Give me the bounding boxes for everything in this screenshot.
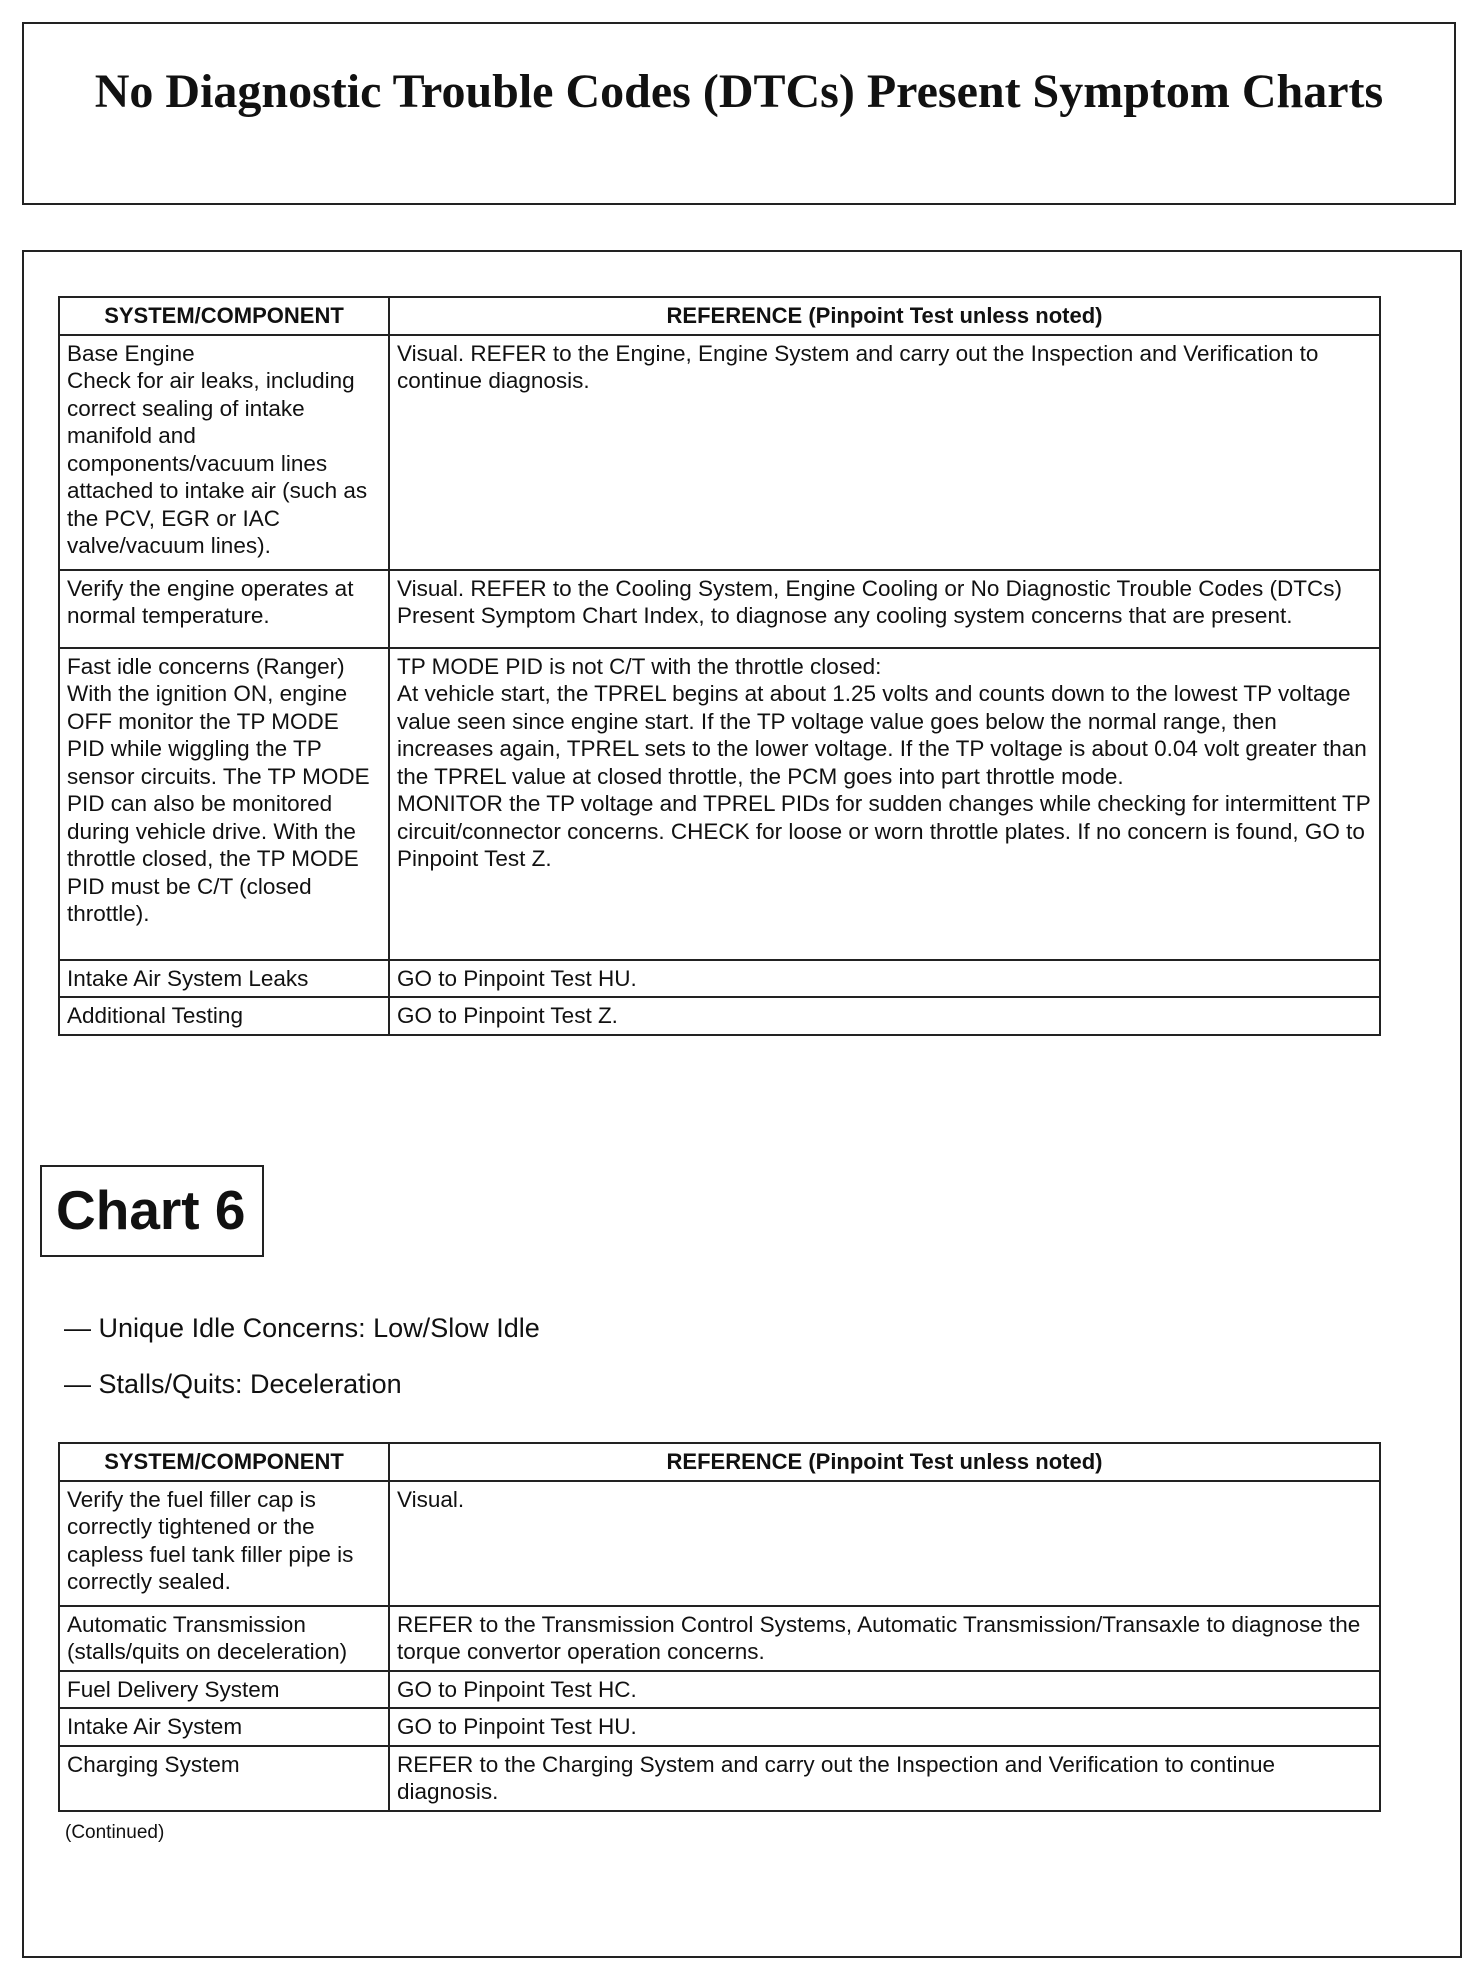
reference-cell: GO to Pinpoint Test HC. [389,1671,1380,1709]
table-row [59,570,1380,648]
component-cell: Intake Air System Leaks [59,960,389,998]
component-cell: Intake Air System [59,1708,389,1746]
reference-cell: REFER to the Transmission Control Systems, Automatic Transmission/Transaxle to diagnose the torque convertor operation concerns. [389,1606,1380,1671]
reference-cell: REFER to the Charging System and carry out the Inspection and Verification to continue diagnosis. [389,1746,1380,1811]
component-cell: Verify the fuel filler cap is correctly tightened or the capless fuel tank filler pipe is correctly sealed. [59,1481,389,1606]
table-header-row [59,297,1380,335]
table-row [59,335,1380,570]
header-system-component: SYSTEM/COMPONENT [59,297,389,335]
table-row [59,1671,1380,1709]
table-row [59,960,1380,998]
reference-cell [389,648,1380,960]
chart-6-label: Chart 6 [40,1165,264,1257]
symptom-table-1 [58,296,1381,1036]
header-reference: REFERENCE (Pinpoint Test unless noted) [389,297,1380,335]
page-title: No Diagnostic Trouble Codes (DTCs) Present Symptom Charts [94,65,1384,118]
reference-cell: Visual. [389,1481,1380,1606]
reference-cell: Visual. REFER to the Cooling System, Engine Cooling or No Diagnostic Trouble Codes (DTCs) Present Symptom Chart Index, to diagnose any cooling system concerns that are present. [389,570,1380,648]
component-cell: Charging System [59,1746,389,1811]
table-row [59,648,1380,960]
header-system-component: SYSTEM/COMPONENT [59,1443,389,1481]
concern-item: — Stalls/Quits: Deceleration [64,1369,402,1399]
table-row [59,997,1380,1035]
component-cell: Additional Testing [59,997,389,1035]
table-row [59,1606,1380,1671]
concern-list [64,1300,540,1412]
reference-cell: Visual. REFER to the Engine, Engine System and carry out the Inspection and Verification to continue diagnosis. [389,335,1380,570]
table-header-row [59,1443,1380,1481]
title-box [22,22,1456,205]
header-reference: REFERENCE (Pinpoint Test unless noted) [389,1443,1380,1481]
component-cell: Verify the engine operates at normal temperature. [59,570,389,648]
component-cell: Fuel Delivery System [59,1671,389,1709]
component-cell [59,335,389,570]
component-cell: Automatic Transmission (stalls/quits on deceleration) [59,1606,389,1671]
table-row [59,1708,1380,1746]
reference-cell: GO to Pinpoint Test HU. [389,960,1380,998]
reference-cell: GO to Pinpoint Test HU. [389,1708,1380,1746]
symptom-table-2 [58,1442,1381,1812]
reference-cell: GO to Pinpoint Test Z. [389,997,1380,1035]
component-text: Base Engine Check for air leaks, including correct sealing of intake manifold and components/vacuum lines attached to intake air (such as the PCV, EGR or IAC valve/vacuum lines). [67,340,368,558]
component-cell: Fast idle concerns (Ranger) With the ignition ON, engine OFF monitor the TP MODE PID while wiggling the TP sensor circuits. The TP MODE PID can also be monitored during vehicle drive. With the throttle closed, the TP MODE PID must be C/T (closed throttle). [59,648,389,960]
continued-note: (Continued) [65,1822,165,1843]
reference-text: TP MODE PID is not C/T with the throttle closed: At vehicle start, the TPREL begins at about 1.25 volts and counts down to the lowest TP voltage value seen since engine start. If the TP voltage value goes below the normal range, then increases again, TPREL sets to the lower voltage. If the TP voltage is about 0.04 volt greater than the TPREL value at closed throttle, the PCM goes into part throttle mode. MONITOR the TP voltage and TPREL PIDs for sudden changes while checking for intermittent TP circuit/connector concerns. CHECK for loose or worn throttle plates. If no concern is found, GO to Pinpoint Test Z. [397,653,1371,871]
table-row [59,1746,1380,1811]
table-row [59,1481,1380,1606]
concern-item: — Unique Idle Concerns: Low/Slow Idle [64,1313,540,1343]
